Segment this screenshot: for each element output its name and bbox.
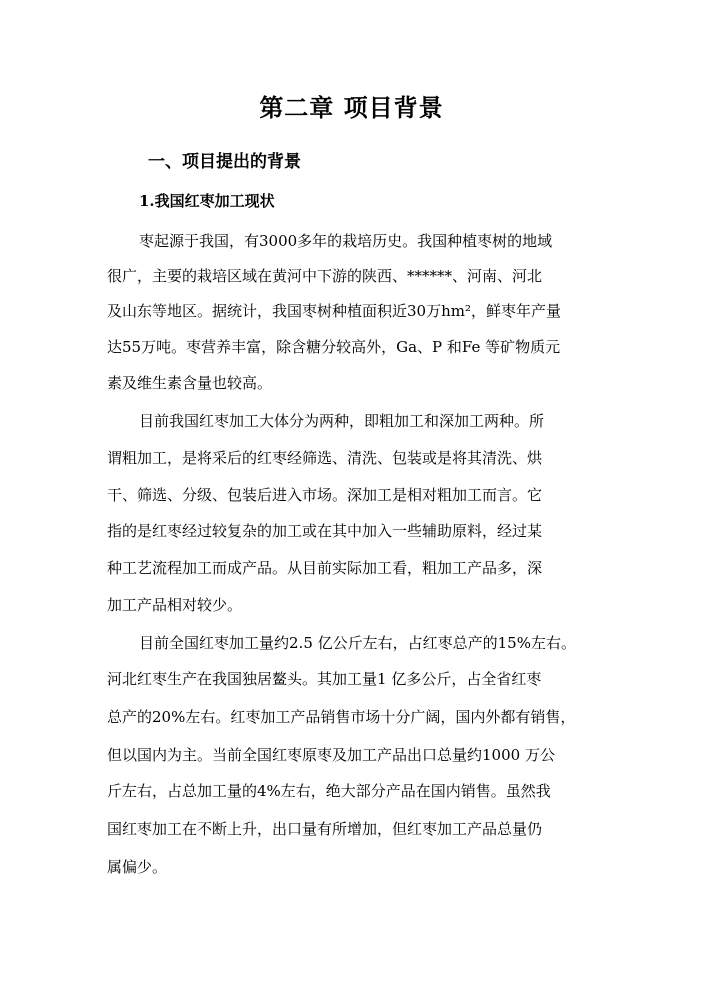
section-heading: 一、项目提出的背景 — [148, 152, 301, 172]
paragraph-line: 种工艺流程加工而成产品。从目前实际加工看，粗加工产品多，深 — [107, 559, 543, 577]
paragraph-line: 总产的20%左右。红枣加工产品销售市场十分广阔，国内外都有销售， — [107, 708, 576, 726]
paragraph-line: 干、筛选、分级、包装后进入市场。深加工是相对粗加工而言。它 — [107, 486, 543, 504]
paragraph-line: 目前全国红枣加工量约2.5 亿公斤左右，占红枣总产的15%左右。 — [139, 634, 576, 652]
paragraph-line: 河北红枣生产在我国独居鳌头。其加工量1 亿多公斤，占全省红枣 — [107, 670, 542, 688]
paragraph-line: 指的是红枣经过较复杂的加工或在其中加入一些辅助原料，经过某 — [107, 522, 543, 540]
paragraph-line: 加工产品相对较少。 — [107, 596, 243, 614]
paragraph-line: 很广，主要的栽培区域在黄河中下游的陕西、******、河南、河北 — [107, 267, 543, 285]
paragraph-line: 素及维生素含量也较高。 — [107, 374, 273, 392]
chapter-title: 第二章 项目背景 — [259, 93, 444, 122]
paragraph-line: 枣起源于我国，有3000多年的栽培历史。我国种植枣树的地域 — [139, 232, 553, 250]
paragraph-line: 但以国内为主。当前全国红枣原枣及加工产品出口总量约1000 万公 — [107, 746, 555, 764]
paragraph-line: 国红枣加工在不断上升，出口量有所增加，但红枣加工产品总量仍 — [107, 820, 543, 838]
paragraph-line: 达55万吨。枣营养丰富，除含糖分较高外，Ga、P 和Fe 等矿物质元 — [107, 338, 561, 356]
paragraph-line: 目前我国红枣加工大体分为两种，即粗加工和深加工两种。所 — [139, 412, 545, 430]
paragraph-line: 属偏少。 — [107, 858, 168, 876]
paragraph-line: 及山东等地区。据统计，我国枣树种植面积近30万hm²，鲜枣年产量 — [107, 302, 561, 320]
paragraph-line: 谓粗加工，是将采后的红枣经筛选、清洗、包装或是将其清洗、烘 — [107, 449, 543, 467]
subsection-heading: 1.我国红枣加工现状 — [139, 192, 275, 210]
paragraph-line: 斤左右，占总加工量的4%左右，绝大部分产品在国内销售。虽然我 — [107, 782, 551, 800]
